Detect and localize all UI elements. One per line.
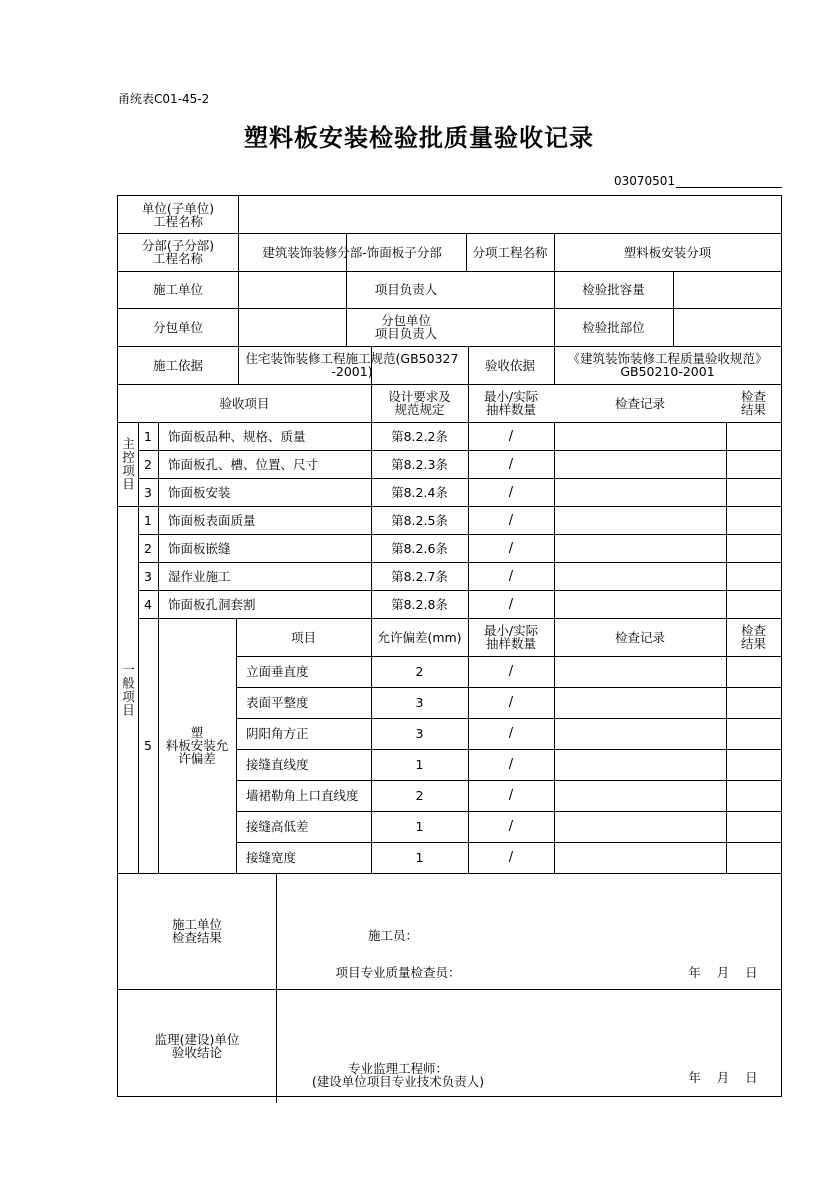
unit-project-value[interactable] (238, 196, 781, 233)
tolerance-record[interactable] (554, 780, 726, 811)
items-header-item: 验收项目 (219, 395, 270, 411)
subcontract-manager-value[interactable] (466, 308, 554, 346)
item-sample: / (508, 456, 514, 472)
supervision-date-label: 年 月 日 (688, 1069, 758, 1085)
tolerance-sample: / (508, 850, 514, 865)
construction-basis-value: 住宅装饰装修工程施工规范(GB50327 -2001) (245, 351, 459, 379)
tolerance-record[interactable] (554, 842, 726, 873)
item-result[interactable] (726, 478, 781, 506)
constructor-label: 施工员： (367, 927, 418, 943)
row-number: 1 (144, 512, 152, 528)
row-number: 1 (144, 428, 152, 444)
item-clause: 第8.2.5条 (391, 512, 448, 528)
item-record[interactable] (554, 478, 726, 506)
item-result[interactable] (726, 450, 781, 478)
acceptance-basis-label: 验收依据 (484, 357, 535, 373)
item-clause: 第8.2.4条 (391, 484, 448, 500)
acceptance-record-table (117, 195, 782, 1097)
tolerance-header-deviation: 允许偏差(mm) (377, 629, 462, 645)
row-number: 3 (144, 568, 152, 584)
item-result[interactable] (726, 534, 781, 562)
item-result[interactable] (726, 590, 781, 618)
division-value: 建筑装饰装修分部-饰面板子分部 (262, 244, 442, 260)
tolerance-item-name: 阴阳角方正 (246, 726, 309, 741)
tolerance-row-number: 5 (144, 738, 152, 753)
subcontract-manager-label: 分包单位 项目负责人 (374, 313, 438, 341)
form-code: 甬统表C01-45-2 (118, 92, 210, 106)
item-sample: / (508, 512, 514, 528)
batch-capacity-value[interactable] (673, 271, 781, 308)
tolerance-sample: / (508, 788, 514, 803)
tolerance-record[interactable] (554, 749, 726, 780)
tolerance-record[interactable] (554, 656, 726, 687)
tolerance-sample: / (508, 726, 514, 741)
item-name: 饰面板孔、槽、位置、尺寸 (168, 456, 319, 472)
inspection-date-label: 年 月 日 (688, 964, 758, 980)
tolerance-result[interactable] (726, 687, 781, 718)
tolerance-result[interactable] (726, 811, 781, 842)
tolerance-allowed-deviation: 3 (415, 695, 424, 710)
tolerance-sample: / (508, 695, 514, 710)
tolerance-result[interactable] (726, 656, 781, 687)
tolerance-sample: / (508, 757, 514, 772)
items-header-sample: 最小/实际 抽样数量 (483, 389, 539, 417)
item-clause: 第8.2.8条 (391, 596, 448, 612)
tolerance-sample: / (508, 819, 514, 834)
tolerance-item-name: 接缝宽度 (246, 850, 297, 865)
item-clause: 第8.2.2条 (391, 428, 448, 444)
supervision-label: 监理(建设)单位 验收结论 (154, 1032, 240, 1060)
tolerance-allowed-deviation: 2 (415, 664, 424, 679)
tolerance-header-record: 检查记录 (614, 629, 665, 645)
items-header-record: 检查记录 (614, 395, 665, 411)
tolerance-allowed-deviation: 1 (415, 757, 424, 772)
item-sample: / (508, 484, 514, 500)
tolerance-result[interactable] (726, 842, 781, 873)
row-number: 2 (144, 456, 152, 472)
tolerance-result[interactable] (726, 718, 781, 749)
item-clause: 第8.2.7条 (391, 568, 448, 584)
quality-inspector-label: 项目专业质量检查员： (335, 964, 461, 980)
item-sample: / (508, 596, 514, 612)
item-name: 饰面板孔洞套割 (168, 596, 256, 612)
unit-project-label: 单位(子单位) 工程名称 (141, 200, 215, 229)
item-sample: / (508, 568, 514, 584)
construction-result-label: 施工单位 检查结果 (171, 917, 222, 945)
tolerance-allowed-deviation: 3 (415, 726, 424, 741)
item-record[interactable] (554, 590, 726, 618)
tolerance-record[interactable] (554, 687, 726, 718)
items-header-result: 检查 结果 (740, 389, 766, 417)
row-number: 2 (144, 540, 152, 556)
record-number: 03070501 (614, 174, 676, 188)
item-name: 饰面板品种、规格、质量 (168, 428, 306, 444)
item-name: 饰面板表面质量 (168, 512, 256, 528)
tolerance-result[interactable] (726, 749, 781, 780)
document-title: 塑料板安装检验批质量验收记录 (244, 124, 594, 152)
row-number: 4 (144, 596, 152, 612)
tolerance-record[interactable] (554, 718, 726, 749)
item-sample: / (508, 428, 514, 444)
item-record[interactable] (554, 450, 726, 478)
item-name: 饰面板嵌缝 (168, 540, 231, 556)
supervision-engineer-label: 专业监理工程师： (建设单位项目专业技术负责人) (311, 1061, 485, 1089)
tolerance-item-name: 墙裙勒角上口直线度 (246, 788, 359, 803)
sub-item-label: 分项工程名称 (472, 244, 548, 260)
construction-unit-value[interactable] (238, 271, 346, 308)
batch-location-value[interactable] (673, 308, 781, 346)
tolerance-allowed-deviation: 1 (415, 850, 424, 865)
tolerance-header-result: 检查 结果 (740, 623, 766, 651)
tolerance-item-name: 表面平整度 (246, 695, 309, 710)
batch-location-label: 检验批部位 (582, 319, 645, 335)
item-record[interactable] (554, 422, 726, 450)
sub-item-value: 塑料板安装分项 (623, 244, 712, 260)
construction-basis-label: 施工依据 (152, 357, 203, 373)
item-result[interactable] (726, 422, 781, 450)
tolerance-allowed-deviation: 2 (415, 788, 424, 803)
row-number: 3 (144, 484, 152, 500)
record-number-underline (676, 187, 782, 188)
items-header-design: 设计要求及 规范规定 (388, 389, 451, 417)
tolerance-sample: / (508, 664, 514, 679)
tolerance-item-name: 接缝直线度 (246, 757, 309, 772)
item-record[interactable] (554, 534, 726, 562)
tolerance-record[interactable] (554, 811, 726, 842)
item-clause: 第8.2.6条 (391, 540, 448, 556)
item-name: 饰面板安装 (168, 484, 231, 500)
project-manager-label: 项目负责人 (374, 282, 438, 297)
tolerance-result[interactable] (726, 780, 781, 811)
main-control-label: 主控项目 (120, 437, 136, 491)
item-record[interactable] (554, 562, 726, 590)
item-clause: 第8.2.3条 (391, 456, 448, 472)
project-manager-value[interactable] (466, 271, 554, 308)
construction-unit-label: 施工单位 (152, 282, 203, 297)
division-label: 分部(子分部) 工程名称 (141, 238, 215, 266)
subcontract-unit-value[interactable] (238, 308, 346, 346)
general-items-label: 一般项目 (120, 662, 136, 717)
item-record[interactable] (554, 506, 726, 534)
item-name: 湿作业施工 (168, 568, 231, 584)
subcontract-unit-label: 分包单位 (152, 319, 203, 335)
item-sample: / (508, 540, 514, 556)
batch-capacity-label: 检验批容量 (582, 282, 645, 297)
acceptance-basis-value: 《建筑装饰装修工程质量验收规范》 GB50210-2001 (567, 351, 768, 379)
tolerance-item-name: 接缝高低差 (246, 819, 309, 834)
tolerance-header-sample: 最小/实际 抽样数量 (483, 623, 539, 651)
tolerance-group-label: 塑 料板安装允 许偏差 (165, 725, 229, 766)
tolerance-allowed-deviation: 1 (415, 819, 424, 834)
item-result[interactable] (726, 562, 781, 590)
item-result[interactable] (726, 506, 781, 534)
tolerance-header-item: 项目 (290, 629, 316, 645)
tolerance-item-name: 立面垂直度 (246, 664, 309, 679)
